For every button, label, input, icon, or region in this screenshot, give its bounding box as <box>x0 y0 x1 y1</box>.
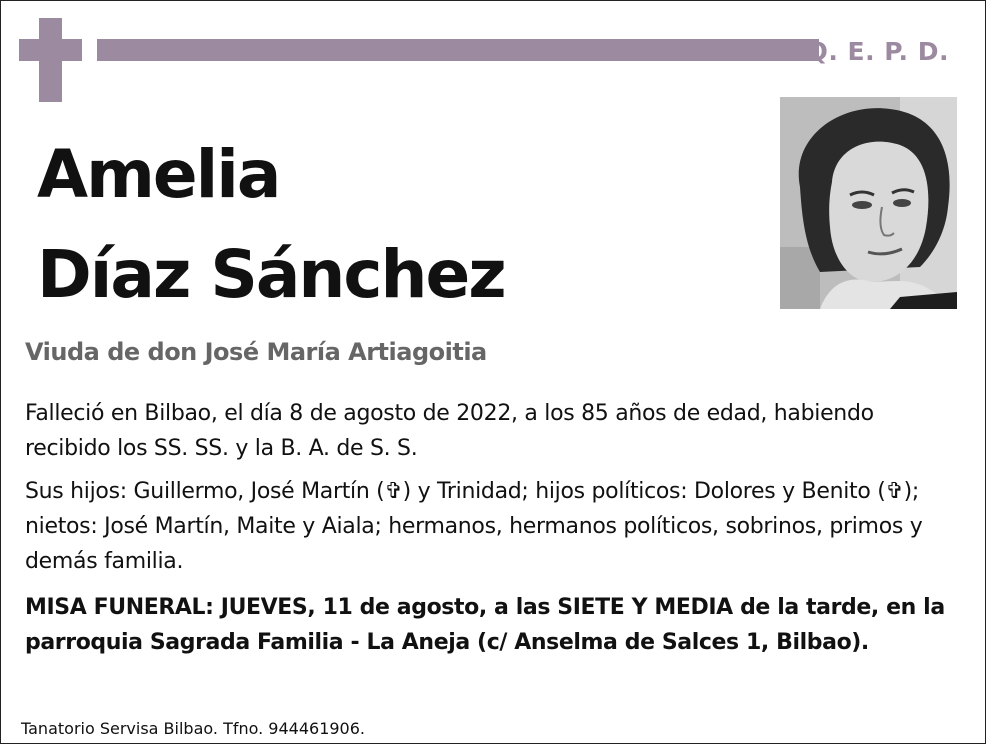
deceased-subtitle: Viuda de don José María Artiagoitia <box>25 338 487 366</box>
cross-horizontal-bar <box>19 39 82 61</box>
death-paragraph: Falleció en Bilbao, el día 8 de agosto de 2022, a los 85 años de edad, habiendo recibido los SS. SS. y la B. A. de S. S. <box>25 401 874 461</box>
funeral-paragraph: MISA FUNERAL: JUEVES, 11 de agosto, a las SIETE Y MEDIA de la tarde, en la parroquia Sagrada Familia - La Aneja (c/ Anselma de Salces 1, Bilbao). <box>25 595 945 655</box>
family-paragraph: Sus hijos: Guillermo, José Martín (✞) y Trinidad; hijos políticos: Dolores y Benito (✞); nietos: José Martín, Maite y Aiala; hermanos, hermanos políticos, sobrinos, primos y demás familia. <box>25 479 923 574</box>
header-divider-bar <box>97 39 819 61</box>
funeral-home-footer: Tanatorio Servisa Bilbao. Tfno. 944461906. <box>21 719 365 738</box>
deceased-first-name: Amelia <box>37 136 280 213</box>
qepd-label: Q. E. P. D. <box>806 37 949 66</box>
portrait-photo <box>780 97 957 309</box>
deceased-last-name: Díaz Sánchez <box>37 236 505 313</box>
